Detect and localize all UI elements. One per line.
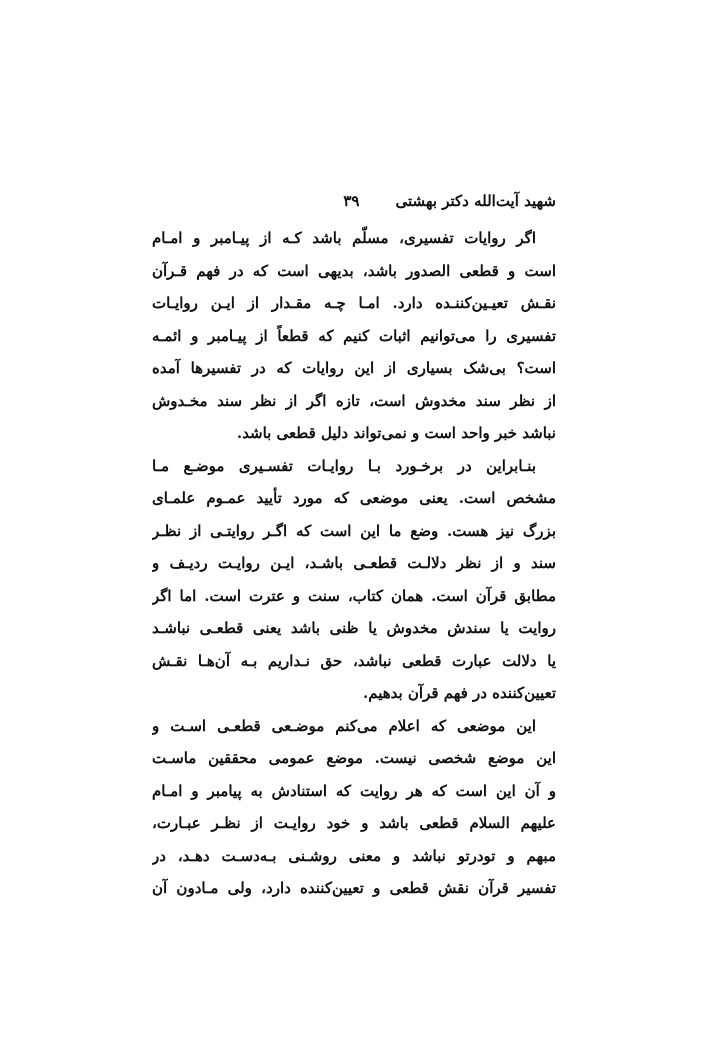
- paragraph-3-line-4: علیهم السلام قطعی باشد و خود روایـت از نظـر عبـارت،: [152, 814, 556, 832]
- paragraph-3-line-3: و آن این است که هر روایت که استنادش به پیامبر و امـام: [152, 781, 556, 800]
- page-header: [152, 188, 556, 214]
- paragraph-3-line-1: این موضعی که اعلام می‌کنم موضـعی قطعـی اسـت و: [152, 716, 536, 735]
- paragraph-1-line-2: است و قطعی الصدور باشد، بدیهی است که در فهم قـرآن: [152, 261, 556, 280]
- paragraph-2-line-4: سند و از نظر دلالـت قطعـی باشـد، ایـن روایـت ردیـف و: [152, 554, 556, 572]
- paragraph-1-line-6: از نظر سند مخدوش است، تازه اگر از نظر سند مخـدوش: [152, 391, 556, 410]
- paragraph-2-line-8: تعیین‌کننده در فهم قرآن بدهیم.: [362, 684, 556, 702]
- paragraph-1-line-5: است؟ بی‌شک بسیاری از این روایات که در تفسیرها آمده: [152, 359, 556, 377]
- paragraph-3-line-5: مبهم و تودرتو نباشد و معنی روشـنی بـه‌دسـت دهـد، در: [152, 846, 556, 865]
- paragraph-1-line-7: نباشد خبر واحد است و نمی‌تواند دلیل قطعی باشد.: [236, 424, 556, 442]
- paragraph-2-line-5: مطابق قرآن است. همان کتاب، سنت و عترت است. اما اگر: [152, 586, 556, 605]
- paragraph-1-line-1: اگر روایات تفسیری، مسلّم باشد کـه از پیـامبر و امـام: [152, 229, 536, 247]
- paragraph-2-line-6: روایت یا سندش مخدوش یا ظنی باشد یعنی قطعـی نباشـد: [152, 619, 556, 637]
- page-number: ۳۹: [343, 192, 360, 210]
- running-title: شهید آیت‌الله دکتر بهشتی: [395, 192, 556, 210]
- paragraph-1-line-3: نقـش تعیـین‌کننـده دارد. امـا چـه مقـدار از ایـن روایـات: [152, 294, 556, 312]
- paragraph-3-line-6: تفسیر قرآن نقش قطعی و تعیین‌کننده دارد، ولی مـادون آن: [152, 879, 556, 897]
- paragraph-2-line-7: یا دلالت عبارت قطعی نباشد، حق نـداریم بـه آن‌هـا نقـش: [152, 651, 556, 670]
- paragraph-2-line-2: مشخص است. یعنی موضعی که مورد تأیید عمـوم علمـای: [152, 489, 556, 507]
- body-text: [152, 222, 556, 905]
- paragraph-2-line-3: بزرگ نیز هست. وضع ما این است که اگـر روایتـی از نظـر: [152, 521, 556, 540]
- paragraph-1-line-4: تفسیری را می‌توانیم اثبات کنیم که قطعاً از پیـامبر و ائمـه: [152, 326, 556, 345]
- paragraph-3-line-2: این موضع شخصی نیست. موضع عمومی محققین ماسـت: [152, 749, 556, 767]
- paragraph-2-line-1: بنـابراین در برخـورد بـا روایـات تفسـیری موضـع مـا: [152, 456, 536, 475]
